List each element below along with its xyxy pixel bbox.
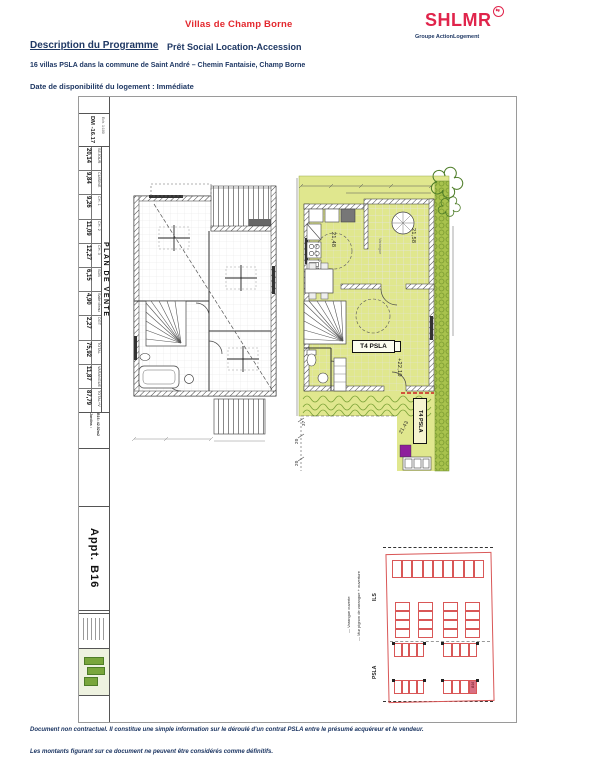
site-plan-cell (423, 560, 433, 578)
row-label: SDB (97, 268, 101, 277)
apartment-label: Appt. B16 (88, 528, 100, 589)
site-plan-row-top (392, 560, 484, 578)
row-label: CH. 2 (97, 220, 101, 231)
site-plan-inset (345, 545, 503, 707)
site-plan-cell (453, 560, 463, 578)
footer-disclaimer-1: Document non contractuel. Il constitue une simple information sur le déroulé d'un contrat PSLA entre le présumé acquéreur et le vendeur. (30, 727, 424, 733)
garden-note-label: Jardins : (89, 413, 93, 428)
table-row (79, 268, 101, 292)
dim-label-20a: 20 (294, 438, 299, 444)
row-value: 12,27 (79, 244, 92, 267)
table-row (79, 171, 101, 195)
apartment-label-cell (79, 506, 109, 611)
subtitle: Prêt Social Location-Accession (167, 42, 302, 52)
site-plan-top-dash (383, 547, 493, 548)
zone-ils-label: ILS (372, 593, 378, 601)
site-tick (476, 642, 479, 645)
table-title: PLAN DE VENTE (102, 241, 109, 318)
sheet-ref: DM -16.17 (89, 116, 95, 144)
row-label: Salle d'eau (97, 293, 101, 312)
level-label: +22,10 (396, 358, 402, 377)
section-title: Description du Programme (30, 40, 159, 51)
site-plan-cell (474, 560, 484, 578)
site-plan-group (394, 680, 424, 694)
site-plan-group (418, 602, 433, 638)
table-row (79, 292, 101, 316)
row-label: SEJOUR (97, 148, 101, 164)
table-row (79, 341, 101, 365)
unit-type-tag (394, 341, 401, 352)
row-value: 2,27 (79, 316, 92, 339)
site-plan-group (465, 602, 480, 638)
table-row (79, 316, 101, 340)
site-plan-separator (390, 641, 490, 642)
row-value: 9,84 (79, 171, 92, 194)
site-tick (392, 679, 395, 682)
logo-group-label: Groupe ActionLogement (415, 34, 480, 40)
highlight-unit-label: B16 (470, 681, 475, 688)
shlmr-logo (425, 10, 504, 31)
garden-area-label: 21,43 (398, 419, 411, 435)
site-plan-cell (433, 560, 443, 578)
row-value: 9,26 (79, 195, 92, 218)
site-plan-cell (464, 560, 474, 578)
table-rows (79, 147, 101, 412)
doc-title: Villas de Champ Borne (185, 19, 293, 30)
table-row (79, 195, 101, 219)
site-plan-group (394, 643, 424, 657)
site-tick (423, 642, 426, 645)
sales-table (79, 97, 110, 722)
row-label: TOTAL+V (97, 389, 101, 407)
site-plan-group (443, 643, 477, 657)
actionlogement-circle-icon: ⇆ (493, 6, 504, 17)
site-tick (423, 679, 426, 682)
unit-type-label: T4 PSLA (352, 340, 395, 353)
shlmr-wordmark: SHLMR (425, 10, 492, 30)
row-label: TOTAL (97, 341, 101, 354)
sheet-scale: Ech. 1:100 (101, 117, 105, 134)
garden-note-value: B16: 42.52m2 (96, 413, 100, 436)
varangue-name-label: Varangue (378, 238, 382, 255)
site-tick (476, 679, 479, 682)
site-plan-cell (443, 560, 453, 578)
row-value: 11,09 (79, 220, 92, 243)
varangue-area-label: 21,58 (410, 228, 416, 244)
site-plan-group (443, 680, 477, 694)
unit-type-side-label: T4 PSLA (413, 398, 427, 444)
row-value: 6,15 (79, 268, 92, 291)
table-row (79, 365, 101, 389)
site-plan-cell (392, 560, 402, 578)
row-value: 20,14 (79, 147, 92, 170)
site-plan-cell (412, 560, 422, 578)
row-label: DGT (97, 317, 101, 326)
site-plan-group (395, 602, 410, 638)
areas-table (79, 147, 109, 413)
architect-stamp (79, 613, 109, 649)
site-plan-highlight-cell (469, 680, 478, 694)
garden-note (79, 413, 109, 449)
zone-psla-label: PSLA (372, 665, 378, 679)
table-row (79, 147, 101, 171)
row-value: 11,87 (79, 365, 92, 388)
row-value: 87,79 (79, 389, 92, 412)
footer-disclaimer-2: Les montants figurant sur ce document ne peuvent être considérés comme définitifs. (30, 749, 274, 755)
row-label: CH. 3 (97, 244, 101, 255)
site-plan-cell (402, 560, 412, 578)
program-line: 16 villas PSLA dans la commune de Saint André – Chemin Fantaisie, Champ Borne (30, 62, 306, 69)
site-plan-group (443, 602, 458, 638)
site-tick (441, 679, 444, 682)
table-row (79, 389, 101, 412)
availability-line: Date de disponibilité du logement : Immédiate (30, 82, 194, 91)
row-label: CUISINE (97, 172, 101, 188)
site-tick (441, 642, 444, 645)
row-value: 75,92 (79, 341, 92, 364)
site-tick (392, 642, 395, 645)
table-row (79, 244, 101, 268)
table-row (79, 220, 101, 244)
row-label: CH. 1 (97, 196, 101, 207)
row-label: VARANGUE (97, 365, 101, 387)
kitchen-area-label: 21,48 (330, 232, 336, 248)
row-value: 4,90 (79, 292, 92, 315)
legend-mur-pignon: — Mur pignon de varangue + ouverture (356, 571, 361, 641)
location-map-thumb (79, 649, 109, 696)
legend-varangue-ouverte: — Varangue ouverte (346, 596, 351, 633)
dim-label-20b: 20 (294, 460, 299, 466)
table-title-cell (101, 147, 109, 412)
floorplan-upper-svg (121, 171, 301, 471)
dim-label-37: 37 (301, 420, 306, 426)
sheet-ref-cell (79, 113, 109, 147)
